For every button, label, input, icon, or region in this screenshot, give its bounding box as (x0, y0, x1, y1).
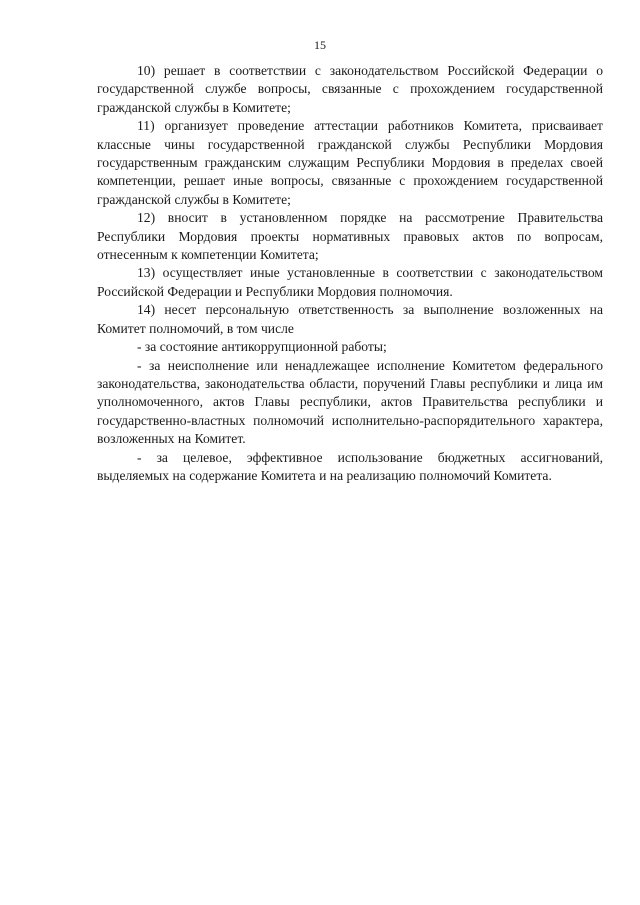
paragraph-item-12: 12) вносит в установленном порядке на рассмотрение Правительства Республики Мордовия проекты нормативных правовых актов по вопросам, отнесенным к компетенции Комитета; (97, 210, 603, 263)
paragraph-nonperformance: - за неисполнение или ненадлежащее исполнение Комитетом федерального законодательства, законодательства области, поручений Главы республики и лица им уполномоченного, актов Главы республики, актов Правительства республики и государственно-властных полномочий исполнительно-распорядительного характера, возложенных на Комитет. (97, 357, 603, 447)
paragraph-item-11: 11) организует проведение аттестации работников Комитета, присваивает классные чины государственной гражданской службы Республики Мордовия государственным гражданским служащим Республики Мордовия в пределах своей компетенции, решает иные вопросы, связанные с прохождением государственной гражданской службы в Комитете; (97, 118, 603, 207)
paragraph-anticorruption: - за состояние антикоррупционной работы; (137, 339, 387, 355)
paragraph-item-14: 14) несет персональную ответственность за выполнение возложенных на Комитет полномочий, в том числе (97, 302, 603, 336)
page-number: 15 (314, 38, 326, 52)
paragraph-item-10: 10) решает в соответствии с законодательством Российской Федерации о государственной службе вопросы, связанные с прохождением государственной гражданской службы в Комитете; (97, 63, 603, 115)
paragraph-item-13: 13) осуществляет иные установленные в соответствии с законодательством Российской Федерации и Республики Мордовия полномочия. (97, 265, 603, 299)
paragraph-budget-use: - за целевое, эффективное использование бюджетных ассигнований, выделяемых на содержание Комитета и на реализацию полномочий Комитета. (97, 449, 603, 483)
document-body (97, 62, 603, 485)
